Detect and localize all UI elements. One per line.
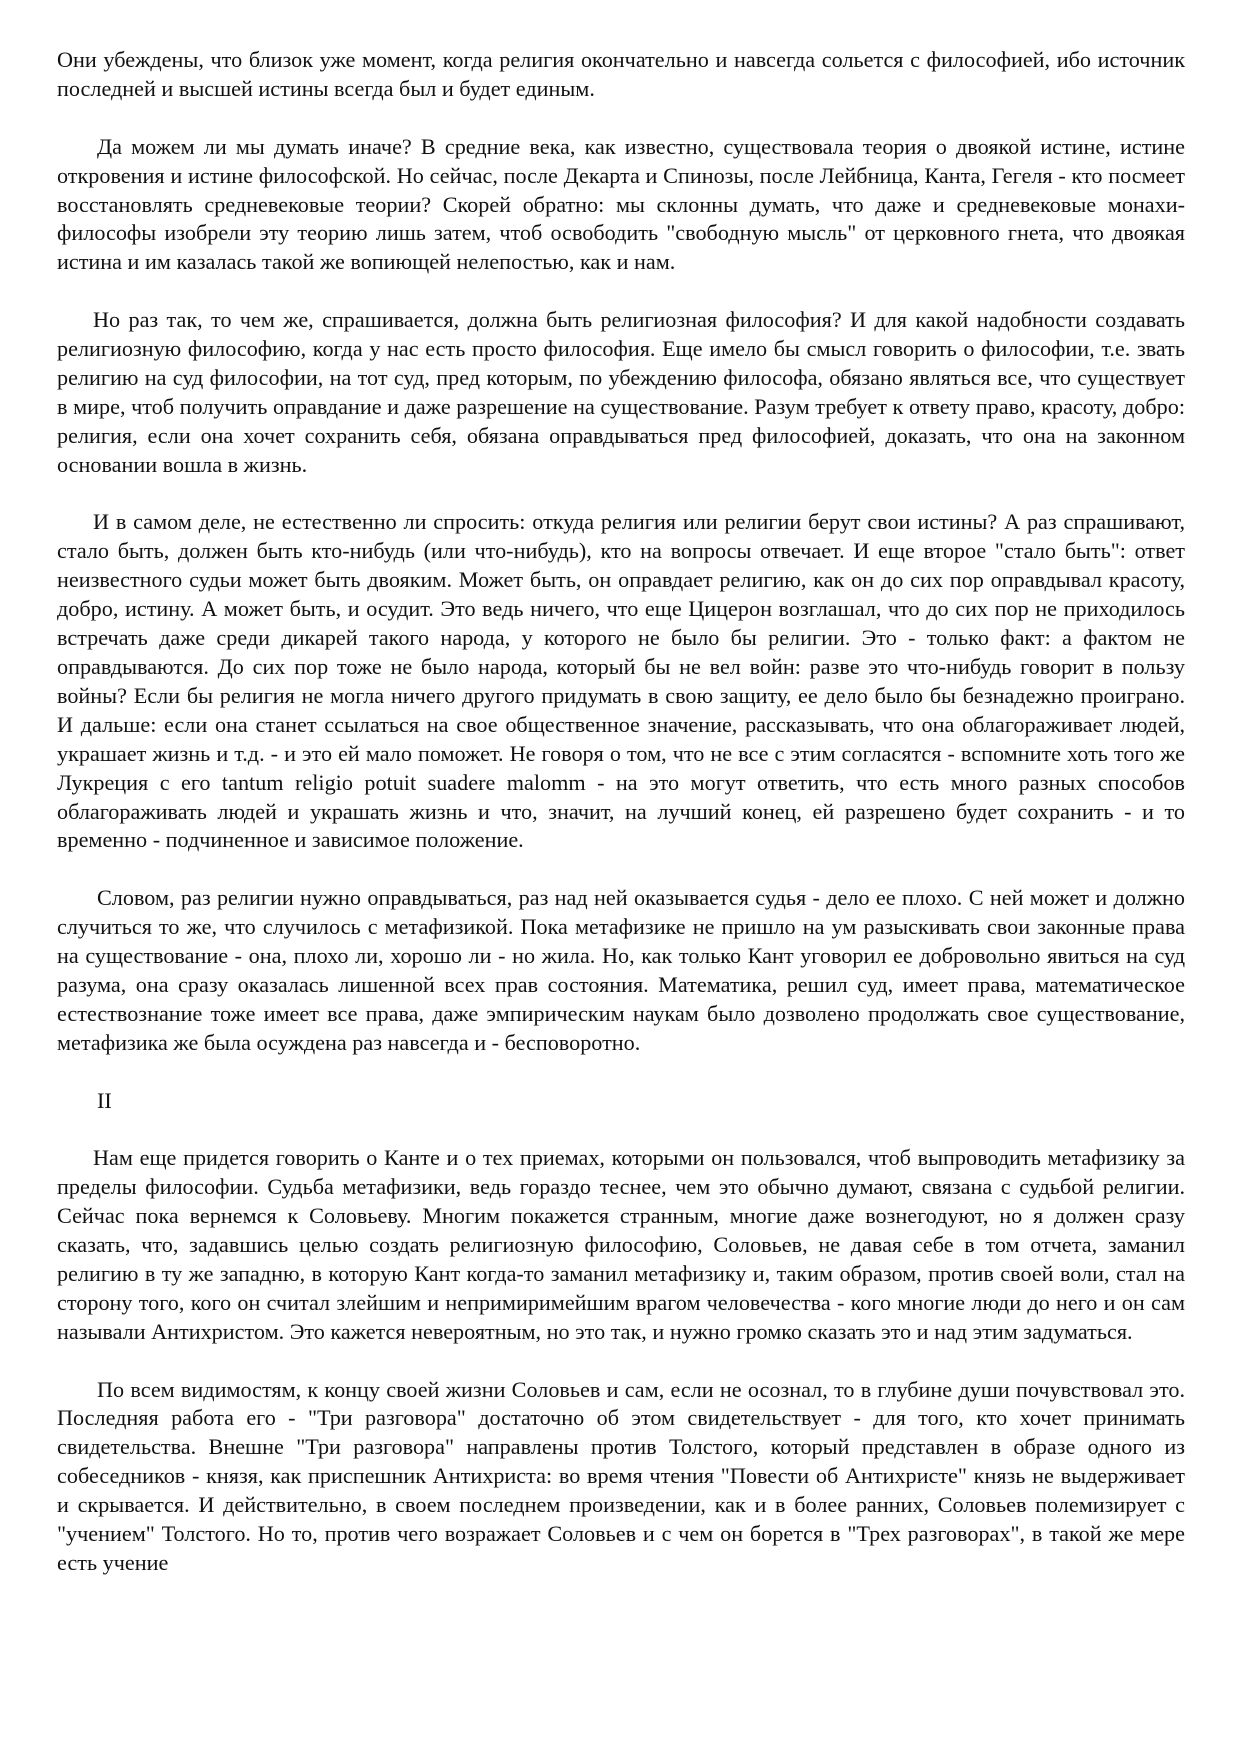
- section-number: II: [97, 1087, 112, 1113]
- paragraph-4: И в самом деле, не естественно ли спросить: откуда религия или религии берут свои истины? А раз спрашивают, стало быть, должен быть кто-нибудь (или что-нибудь), кто на вопросы отвечает. И еще второе "стало быть": ответ неизвестного судьи может быть двояким. Может быть, он оправдает религию, как он до сих пор оправдывал красоту, добро, истину. А может быть, и осудит. Это ведь ничего, что еще Цицерон возглашал, что до сих пор не приходилось встречать даже среди дикарей такого народа, у которого не было бы религии. Это - только факт: а фактом не оправдываются. До сих пор тоже не было народа, который бы не вел войн: разве это что-нибудь говорит в пользу войны? Если бы религия не могла ничего другого придумать в свою защиту, ее дело было бы безнадежно проиграно. И дальше: если она станет ссылаться на свое общественное значение, рассказывать, что она облагораживает людей, украшает жизнь и т.д. - и это ей мало поможет. Не говоря о том, что не все с этим согласятся - вспомните хоть того же Лукреция с его tantum religio potuit suadere malomm - на это могут ответить, что есть много разных способов облагораживать людей и украшать жизнь и что, значит, на лучший конец, ей разрешено будет сохранить - и то временно - подчиненное и зависимое положение.: [57, 509, 1185, 853]
- paragraph-7: По всем видимостям, к концу своей жизни Соловьев и сам, если не осознал, то в глубине души почувствовал это. Последняя работа его - "Три разговора" достаточно об этом свидетельствует - для того, кто хочет принимать свидетельства. Внешне "Три разговора" направлены против Толстого, который представлен в образе одного из собеседников - князя, как приспешник Антихриста: во время чтения "Повести об Антихристе" князь не выдерживает и скрывается. И действительно, в своем последнем произведении, как и в более ранних, Соловьев полемизирует с "учением" Толстого. Но то, против чего возражает Соловьев и с чем он борется в "Трех разговорах", в такой же мере есть учение: [57, 1376, 1185, 1576]
- paragraph-2: Да можем ли мы думать иначе? В средние века, как известно, существовала теория о двоякой истине, истине откровения и истине философской. Но сейчас, после Декарта и Спинозы, после Лейбница, Канта, Гегеля - кто посмеет восстановлять средневековые теории? Скорей обратно: мы склонны думать, что даже и средневековые монахи-философы изобрели эту теорию лишь затем, чтоб освободить "свободную мысль" от церковного гнета, что двоякая истина и им казалась такой же вопиющей нелепостью, как и нам.: [57, 133, 1185, 275]
- paragraph-3: Но раз так, то чем же, спрашивается, должна быть религиозная философия? И для какой надобности создавать религиозную философию, когда у нас есть просто философия. Еще имело бы смысл говорить о философии, т.е. звать религию на суд философии, на тот суд, пред которым, по убеждению философа, обязано являться все, что существует в мире, чтоб получить оправдание и даже разрешение на существование. Разум требует к ответу право, красоту, добро: религия, если она хочет сохранить себя, обязана оправдываться пред философией, доказать, что она на законном основании вошла в жизнь.: [57, 307, 1185, 477]
- document-page: [57, 46, 1185, 1607]
- paragraph-5: Словом, раз религии нужно оправдываться, раз над ней оказывается судья - дело ее плохо. С ней может и должно случиться то же, что случилось с метафизикой. Пока метафизике не пришло на ум разыскивать свои законные права на существование - она, плохо ли, хорошо ли - но жила. Но, как только Кант уговорил ее добровольно явиться на суд разума, она сразу оказалась лишенной всех прав состояния. Математика, решил суд, имеет права, математическое естествознание тоже имеет все права, даже эмпирическим наукам было дозволено продолжать свое существование, метафизика же была осуждена раз навсегда и - бесповоротно.: [57, 885, 1185, 1055]
- paragraph-1: Они убеждены, что близок уже момент, когда религия окончательно и навсегда сольется с философией, ибо источник последней и высшей истины всегда был и будет единым.: [57, 47, 1185, 101]
- paragraph-6: Нам еще придется говорить о Канте и о тех приемах, которыми он пользовался, чтоб выпроводить метафизику за пределы философии. Судьба метафизики, ведь гораздо теснее, чем это обычно думают, связана с судьбой религии. Сейчас пока вернемся к Соловьеву. Многим покажется странным, многие даже вознегодуют, но я должен сразу сказать, что, задавшись целью создать религиозную философию, Соловьев, не давая себе в том отчета, заманил религию в ту же западню, в которую Кант когда-то заманил метафизику и, таким образом, против своей воли, стал на сторону того, кого он считал злейшим и непримиримейшим врагом человечества - кого многие люди до него и он сам называли Антихристом. Это кажется невероятным, но это так, и нужно громко сказать это и над этим задуматься.: [57, 1145, 1185, 1344]
